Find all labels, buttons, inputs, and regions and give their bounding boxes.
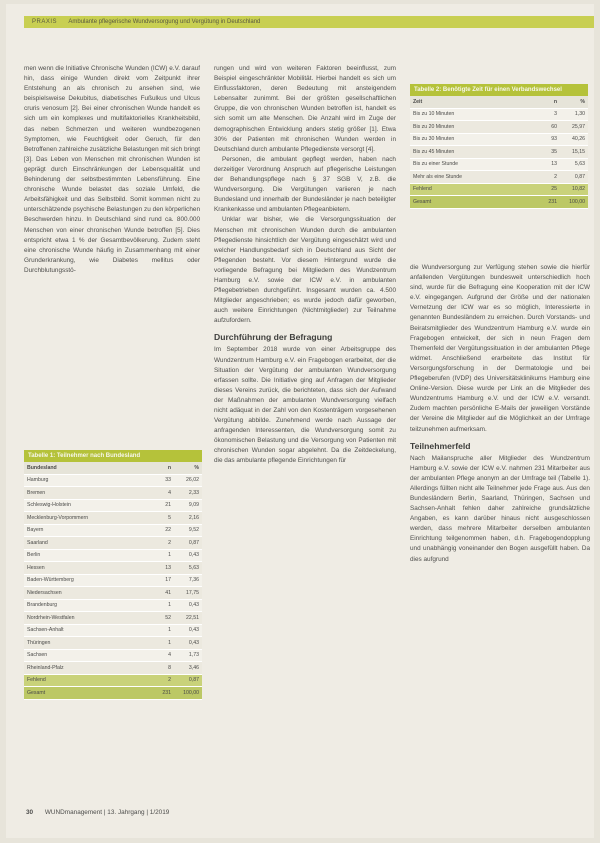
table-cell: Brandenburg xyxy=(24,599,146,612)
table-cell: 5 xyxy=(146,512,174,525)
table-cell: 33 xyxy=(146,474,174,487)
table-cell: 1,30 xyxy=(560,108,588,121)
table-cell: 0,43 xyxy=(174,549,202,562)
table1-grid xyxy=(24,462,202,700)
table-cell: 0,87 xyxy=(174,537,202,550)
paragraph: men wenn die Initiative Chronische Wunden (ICW) e.V. darauf hin, dass einige Wunden direkt vom Zeitpunkt ihrer Entstehung an als chronisch zu ansehen sind, wie beispielsweise Dekubitus, diabetisches Fußulkus und Ulcus cruris venosum [2]. Bei einer chronischen Wunde handelt es sich um ein komplexes und multifaktorielles Krankheitsbild, das neben Schmerzen und weiteren wundbezogenen Symptomen, wie Feuchtigkeit oder Geruch, für den Betroffenen zahlreiche zusätzliche Belastungen mit sich bringt [3]. Das Leben von Menschen mit chronischen Wunden ist geprägt durch Einschränkungen der Lebensqualität und Behinderung der selbstbestimmten Lebensführung. Eine chronische Wunde belastet das soziale Umfeld, die Arbeitsfähigkeit und das Selbstbild. Somit kommen nicht zu unterschätzende psychische Belastungen zu den körperlichen Beschwerden hinzu. In Deutschland sind rund ca. 800.000 Menschen von einer chronischen Wunde betroffen [5]. Dies entspricht etwa 1 % der Gesamtbevölkerung. Zudem steht eine chronische Wunde häufig in Zusammenhang mit einer Grunderkrankung, wie Diabetes mellitus oder Durchblutungsstö- xyxy=(24,65,200,274)
table-row xyxy=(24,649,202,662)
table-row xyxy=(410,108,588,121)
page-footer xyxy=(26,809,169,816)
table2-grid xyxy=(410,96,588,209)
table-cell: Thüringen xyxy=(24,637,146,650)
header-title: Ambulante pflegerische Wundversorgung und Vergütung in Deutschland xyxy=(68,19,261,25)
table-row xyxy=(410,146,588,159)
table-cell: 2,16 xyxy=(174,512,202,525)
table-row xyxy=(410,158,588,171)
table-cell: 231 xyxy=(532,196,560,209)
text-column-1 xyxy=(24,64,200,446)
table-row xyxy=(24,612,202,625)
table-cell: 22,51 xyxy=(174,612,202,625)
table-cell: 7,36 xyxy=(174,574,202,587)
text-column-2 xyxy=(214,64,396,802)
table-cell: 93 xyxy=(532,133,560,146)
table-cell: 1 xyxy=(146,549,174,562)
table-cell: 9,52 xyxy=(174,524,202,537)
table-cell: Berlin xyxy=(24,549,146,562)
journal-info: WUNDmanagement | 13. Jahrgang | 1/2019 xyxy=(44,809,170,816)
table-cell: 22 xyxy=(146,524,174,537)
table-cell: 100,00 xyxy=(174,687,202,700)
table-cell: Hessen xyxy=(24,562,146,575)
table1-caption: Tabelle 1: Teilnehmer nach Bundesland xyxy=(24,450,202,462)
table-cell: 13 xyxy=(532,158,560,171)
table-cell: 41 xyxy=(146,587,174,600)
table-cell: 8 xyxy=(146,662,174,675)
table-participants-by-state xyxy=(24,450,202,700)
table-cell: 1 xyxy=(146,624,174,637)
table-cell: Bayern xyxy=(24,524,146,537)
table-cell: Bis zu 20 Minuten xyxy=(410,121,532,134)
section-heading: Durchführung der Befragung xyxy=(214,332,333,343)
paragraph: Nach Mailanspruche aller Mitglieder des Wundzentrum Hamburg e.V. sowie der ICW e.V. nahmen 231 Mitarbeiter aus der ambulanten Pflege anonym an der Umfrage teil (Tabelle 1). Allerdings füllten nicht alle Teilnehmer jede Frage aus. Aus den Bundesländern Berlin, Saarland, Thüringen, Sachsen und Sachsen-Anhalt fehlen daher zahlreiche grundsätzliche Angaben, es kann darüber hinaus nicht ausgeschlossen werden, dass mehrere Mitarbeiter derselben ambulanten Einrichtung teilgenommen haben, d.h. Fragebogendopplung und unabhängig voneinander den Bogen ausgefüllt haben. Da dies aufgrund xyxy=(410,454,590,563)
table-cell: 2 xyxy=(146,537,174,550)
table-cell: Mecklenburg-Vorpommern xyxy=(24,512,146,525)
table-cell: 35 xyxy=(532,146,560,159)
table-cell: 5,63 xyxy=(174,562,202,575)
table-cell: 231 xyxy=(146,687,174,700)
table-cell: 1,73 xyxy=(174,649,202,662)
table-row xyxy=(24,512,202,525)
page-number: 30 xyxy=(26,809,34,816)
table-row xyxy=(24,599,202,612)
table-cell: 5,63 xyxy=(560,158,588,171)
table-cell: 26,02 xyxy=(174,474,202,487)
page xyxy=(6,4,594,838)
table-cell: Bremen xyxy=(24,487,146,500)
table-cell: 0,43 xyxy=(174,599,202,612)
table-cell: 0,43 xyxy=(174,624,202,637)
table-row xyxy=(24,562,202,575)
table-cell: 0,87 xyxy=(174,674,202,687)
table-cell: Bis zu 10 Minuten xyxy=(410,108,532,121)
table-time-per-dressing-change xyxy=(410,84,588,209)
table-row xyxy=(24,674,202,687)
table-header-row xyxy=(24,462,202,474)
text-column-3 xyxy=(410,263,590,801)
table-cell: Fehlend xyxy=(410,183,532,196)
table-row xyxy=(24,537,202,550)
running-header xyxy=(24,16,594,28)
table-cell: Niedersachsen xyxy=(24,587,146,600)
column-header: n xyxy=(146,462,174,474)
table-cell: 2,33 xyxy=(174,487,202,500)
table-row xyxy=(24,549,202,562)
table-row xyxy=(410,171,588,184)
table-row xyxy=(24,574,202,587)
table-cell: 0,87 xyxy=(560,171,588,184)
table-cell: Fehlend xyxy=(24,674,146,687)
table-cell: Rheinland-Pfalz xyxy=(24,662,146,675)
table-cell: Schleswig-Holstein xyxy=(24,499,146,512)
table-row xyxy=(24,687,202,700)
paragraph: rungen und wird von weiteren Faktoren beeinflusst, zum Beispiel eingeschränkter Mobilität. Hierbei handelt es sich um Einflussfaktoren, deren Bedeutung mit ansteigendem Lebensalter zunimmt. Bei der größten gesellschaftlichen Gruppe, die von chronischen Wunden betroffen ist, handelt es sich somit um alte Menschen. Die Anzahl wird im Zuge der demographischen Entwicklung anders stetig größer [1]. Etwa 30% der Patienten mit chronischen Wunden werden in Deutschland durch ambulante Pflegedienste versorgt [4]. xyxy=(214,65,396,153)
table-cell: 3,46 xyxy=(174,662,202,675)
table-cell: 100,00 xyxy=(560,196,588,209)
table-row xyxy=(410,121,588,134)
table-cell: 60 xyxy=(532,121,560,134)
table-cell: Bis zu 45 Minuten xyxy=(410,146,532,159)
table-row xyxy=(410,133,588,146)
paragraph: die Wundversorgung zur Verfügung stehen sowie die hierfür anfallenden Vergütungen bundesweit unterschiedlich hoch sind, wurde für die Befragung eine Kooperation mit der ICW e.V. eingegangen. Aufgrund der Größe und der nationalen Vernetzung der ICW war es so möglich, Interessierte in genannten Bundesländern zu erreichen. Durch Vorstands- und Beiratsmitglieder des Wundzentrum Hamburg e.V. wurde ein Fragebogen entwickelt, der sich in neun Fragen dem Themenfeld der Vergütungssituation in der ambulanten Pflege widmet. Anschließend erarbeitete das Institut für Versorgungsforschung in der Dermatologie und bei Pflegeberufen (IVDP) des Universitätsklinikums Hamburg eine Online-Version. Diese wurde per Link an die Mitglieder des Wundzentrums Hamburg e.V. und der ICW e.V. versandt. Zudem machten persönliche E-Mails der jeweiligen Vorstände der Vereine die Mitglieder auf die Möglichkeit an der Umfrage teilzunehmen aufmerksam. xyxy=(410,264,590,433)
column-header: n xyxy=(532,96,560,108)
table-header-row xyxy=(410,96,588,108)
table-row xyxy=(24,637,202,650)
table-cell: 1 xyxy=(146,599,174,612)
table-cell: 0,43 xyxy=(174,637,202,650)
table-row xyxy=(24,474,202,487)
table-cell: 2 xyxy=(532,171,560,184)
table-cell: Nordrhein-Westfalen xyxy=(24,612,146,625)
section-heading: Teilnehmerfeld xyxy=(410,440,471,451)
table-cell: Sachsen xyxy=(24,649,146,662)
table-row xyxy=(24,587,202,600)
column-header: Zeit xyxy=(410,96,532,108)
paragraph: Unklar war bisher, wie die Versorgungssituation der Menschen mit chronischen Wunden durch die ambulanten Pflegedienste hinsichtlich der Vergütung eingeschätzt wird und welcher Handlungsbedarf sich in Deutschland aus Sicht der Pflegenden besteht. Vor diesem Hintergrund wurde die vorliegende Befragung bei Mitgliedern des Wundzentrum Hamburg e.V. sowie der ICW e.V. in ambulanten Pflegebetrieben durchgeführt. Insgesamt wurden ca. 4.500 Mitglieder angeschrieben; es wurde jedoch dafür geworben, auch weitere Einrichtungen (Nichtmitglieder) zur Teilnahme aufzufordern. xyxy=(214,216,396,325)
table-cell: Bis zu 30 Minuten xyxy=(410,133,532,146)
table-cell: 17 xyxy=(146,574,174,587)
column-header: Bundesland xyxy=(24,462,146,474)
table-cell: 2 xyxy=(146,674,174,687)
table-cell: 4 xyxy=(146,649,174,662)
table-cell: Gesamt xyxy=(24,687,146,700)
table-cell: Sachsen-Anhalt xyxy=(24,624,146,637)
table-cell: 13 xyxy=(146,562,174,575)
table-cell: Hamburg xyxy=(24,474,146,487)
table-row xyxy=(24,524,202,537)
table-cell: Mehr als eine Stunde xyxy=(410,171,532,184)
table-cell: 25 xyxy=(532,183,560,196)
table-row xyxy=(24,487,202,500)
table-cell: Baden-Württemberg xyxy=(24,574,146,587)
table-row xyxy=(410,183,588,196)
paragraph: Personen, die ambulant gepflegt werden, haben nach derzeitiger Verordnung Anspruch auf pflegerische Leistungen der Behandlungspflege nach § 37 SGB V, z.B. die Wundversorgung. Die Vergütungen variieren je nach Bundesland und innerhalb der Bundesländer je nach beteiligter Krankenkasse und ambulanten Pflegeanbietern. xyxy=(214,155,396,214)
column-header: % xyxy=(560,96,588,108)
table-row xyxy=(410,196,588,209)
table-cell: 40,26 xyxy=(560,133,588,146)
table-row xyxy=(24,499,202,512)
table-cell: 10,82 xyxy=(560,183,588,196)
table-cell: 25,97 xyxy=(560,121,588,134)
table-cell: 3 xyxy=(532,108,560,121)
table-cell: Gesamt xyxy=(410,196,532,209)
header-section: PRAXIS xyxy=(32,19,58,25)
paragraph: Im September 2018 wurde von einer Arbeitsgruppe des Wundzentrum Hamburg e.V. ein Fragebogen erarbeitet, der die Situation der Vergütung der ambulanten Wundversorgung erfassen sollte. Die Initiative ging auf Anfragen der Mitglieder dieses Vereins zurück, die berichteten, dass sich der Aufwand der Maßnahmen der ambulanten Wundversorgung vielfach nicht adäquat in der Zahl von den Kostenträgern vorgesehenen Vergütung abbilde. Zunehmend werde nach Aussage der anfragenden Interessenten, die Wundversorgung somit zu ökonomischen Belastung und die Versorgung von Patienten mit chronischen Wunden sogar abgelehnt. Da die Zeitdeckelung, die das ambulante pflegende Einrichtungen für xyxy=(214,346,396,465)
table-row xyxy=(24,624,202,637)
table-cell: 15,15 xyxy=(560,146,588,159)
table-row xyxy=(24,662,202,675)
table-cell: 1 xyxy=(146,637,174,650)
table-cell: 9,09 xyxy=(174,499,202,512)
table2-caption: Tabelle 2: Benötigte Zeit für einen Verbandswechsel xyxy=(410,84,588,96)
table-cell: 21 xyxy=(146,499,174,512)
table-cell: 4 xyxy=(146,487,174,500)
table-cell: 17,75 xyxy=(174,587,202,600)
table-cell: 52 xyxy=(146,612,174,625)
column-header: % xyxy=(174,462,202,474)
table-cell: Saarland xyxy=(24,537,146,550)
table-cell: Bis zu einer Stunde xyxy=(410,158,532,171)
